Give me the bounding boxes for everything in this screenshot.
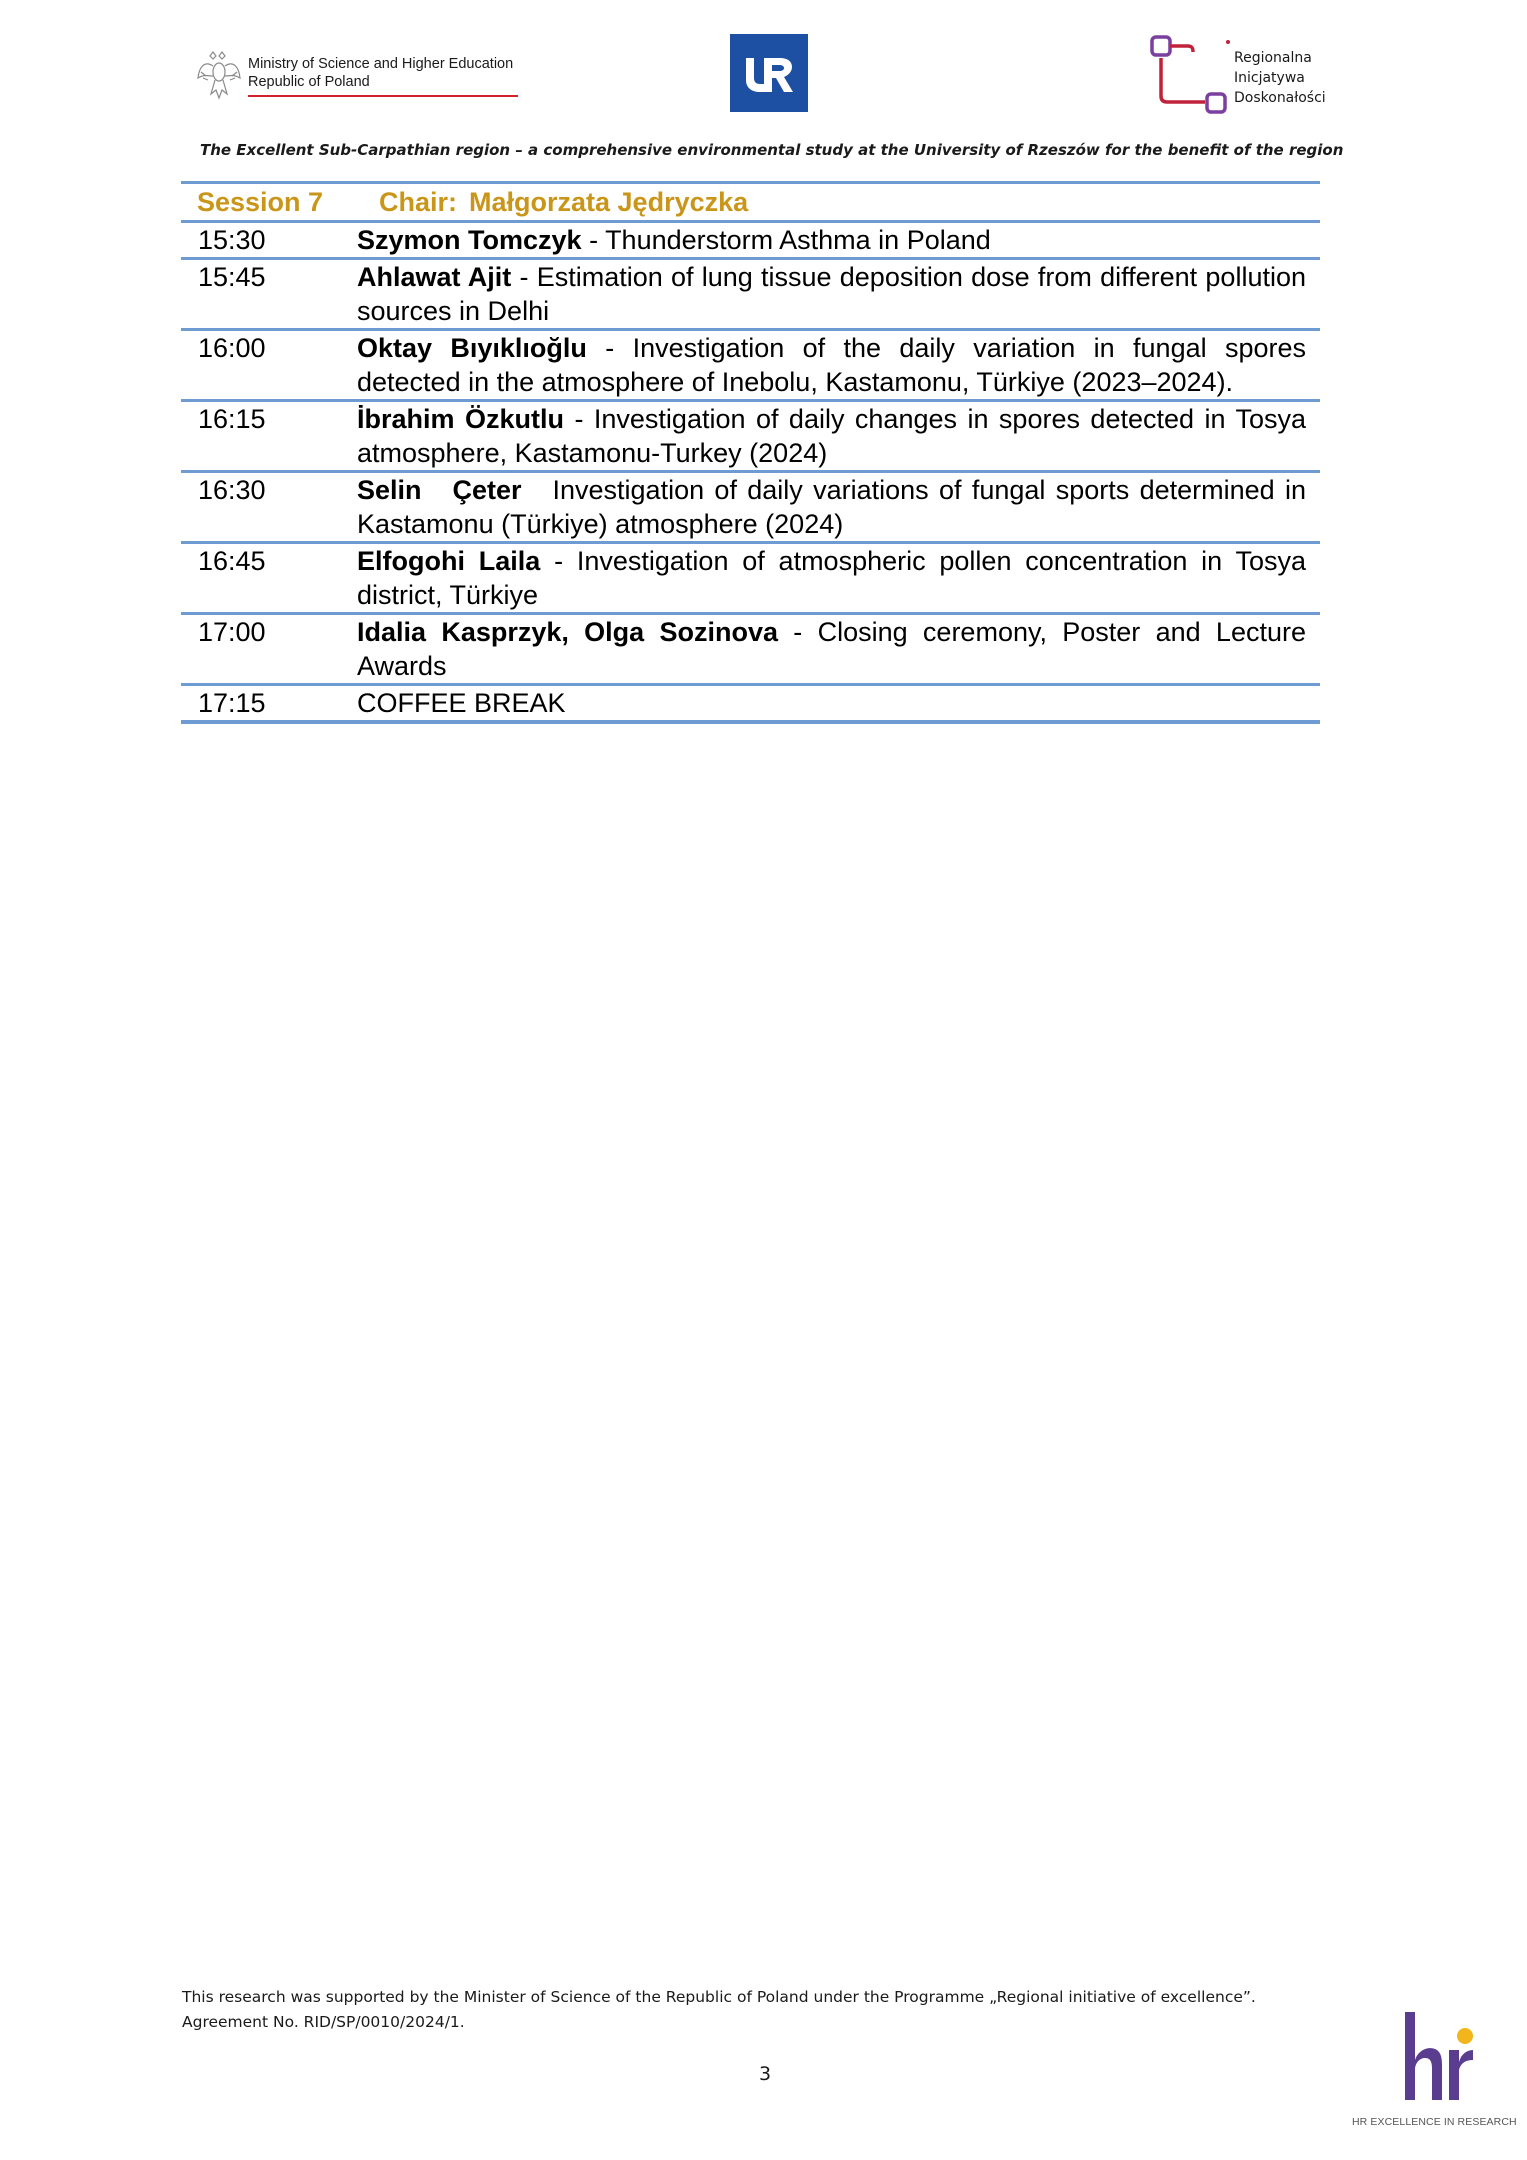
talk-time: 16:15 (198, 404, 266, 434)
break-time: 17:15 (198, 688, 266, 718)
speaker-name: Idalia Kasprzyk, Olga Sozinova (357, 617, 779, 647)
talk-title: Investigation of daily variations of fungal sports determined in Kastamonu (Türkiye) atmosphere (2024) (357, 475, 1314, 539)
talk-description (357, 544, 1320, 612)
talk-description (357, 260, 1320, 328)
rid-line-2: Inicjatywa (1234, 70, 1305, 86)
speaker-name: Elfogohi Laila (357, 546, 541, 576)
session-label: Session 7 (197, 187, 324, 217)
schedule-row (181, 402, 1320, 473)
page-number: 3 (758, 2063, 772, 2085)
ministry-line-2: Republic of Poland (248, 74, 370, 90)
speaker-name: Ahlawat Ajit (357, 262, 512, 292)
chair-label: Chair: (379, 187, 458, 217)
ministry-name (248, 55, 513, 91)
ministry-logo (196, 50, 526, 102)
schedule-row (181, 260, 1320, 331)
talk-title: - Investigation of daily changes in spores detected in Tosya atmosphere, Kastamonu-Turkey (2024) (357, 404, 1306, 468)
talk-time: 16:45 (198, 546, 266, 576)
talk-time: 15:30 (198, 225, 266, 255)
project-tagline: The Excellent Sub-Carpathian region – a comprehensive environmental study at the University of Rzeszów for the benefit of the region (200, 141, 1344, 159)
schedule-row (181, 331, 1320, 402)
chair-name: Małgorzata Jędryczka (469, 187, 749, 217)
break-description (357, 686, 1320, 720)
talk-title: - Thunderstorm Asthma in Poland (581, 225, 991, 255)
speaker-name: Szymon Tomczyk (357, 225, 582, 255)
funding-note-line-2: Agreement No. RID/SP/0010/2024/1. (182, 2013, 465, 2031)
funding-note (182, 1985, 1382, 2035)
schedule-row (181, 686, 1320, 724)
session-chair (357, 184, 1320, 220)
schedule-row (181, 473, 1320, 544)
ministry-line-1: Ministry of Science and Higher Education (248, 56, 514, 72)
talk-title: - Estimation of lung tissue deposition dose from different pollution sources in Delhi (357, 262, 1306, 326)
talk-description (357, 615, 1320, 683)
funding-note-line-1: This research was supported by the Minister of Science of the Republic of Poland under the Programme „Regional initiative of excellence”. (182, 1988, 1256, 2006)
rid-name (1234, 48, 1326, 108)
speaker-name: Oktay Bıyıklıoğlu (357, 333, 587, 363)
talk-time: 15:45 (198, 262, 266, 292)
rid-line-1: Regionalna (1234, 50, 1312, 66)
talk-time: 16:30 (198, 475, 266, 505)
speaker-name: Selin Çeter (357, 475, 522, 505)
rid-logo (1148, 34, 1348, 120)
talk-title: - Investigation of atmospheric pollen concentration in Tosya district, Türkiye (357, 546, 1306, 610)
talk-time: 17:00 (198, 617, 266, 647)
session-schedule-table (181, 181, 1320, 724)
ministry-red-rule (248, 95, 518, 97)
talk-description (357, 402, 1320, 470)
hr-excellence-caption: HR EXCELLENCE IN RESEARCH (1352, 2116, 1517, 2128)
talk-time: 16:00 (198, 333, 266, 363)
schedule-row (181, 544, 1320, 615)
polish-eagle-icon (196, 50, 242, 102)
rid-line-3: Doskonałości (1234, 90, 1326, 106)
hr-excellence-logo (1397, 2010, 1477, 2102)
rid-squares-icon (1148, 34, 1234, 120)
talk-description (357, 223, 1320, 257)
talk-title: - Closing ceremony, Poster and Lecture Awards (357, 617, 1306, 681)
talk-title: - Investigation of the daily variation in fungal spores detected in the atmosphere of Inebolu, Kastamonu, Türkiye (2023–2024). (357, 333, 1306, 397)
break-title: COFFEE BREAK (357, 688, 566, 718)
session-header-row (181, 184, 1320, 223)
speaker-name: İbrahim Özkutlu (357, 404, 564, 434)
schedule-row (181, 615, 1320, 686)
talk-description (357, 331, 1320, 399)
talk-description (357, 473, 1320, 541)
schedule-row (181, 223, 1320, 260)
university-rzeszow-logo (730, 34, 808, 112)
